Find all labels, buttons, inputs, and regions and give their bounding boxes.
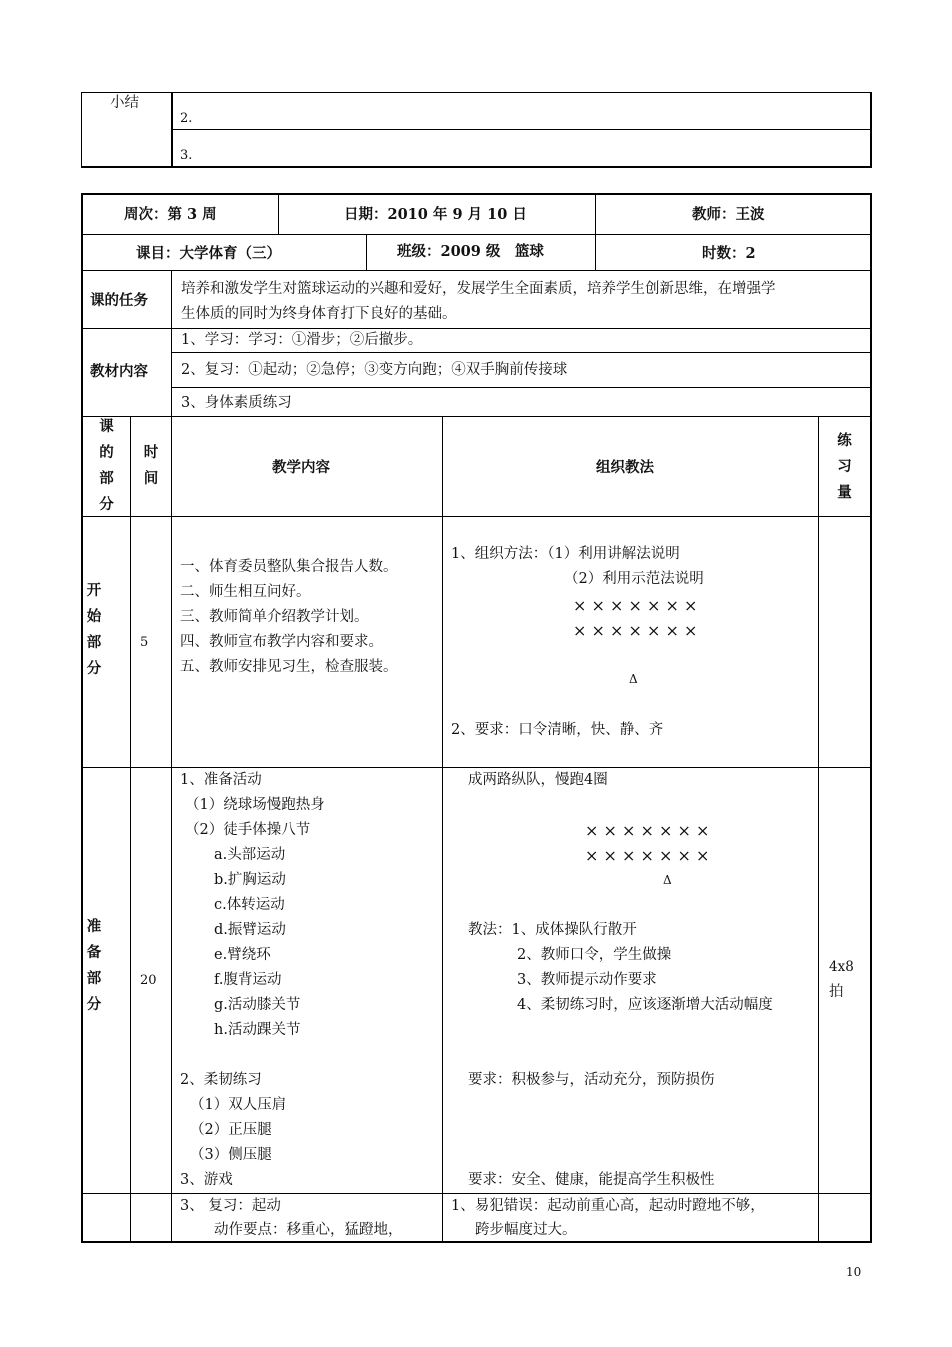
list-item: （1）双人压肩 — [190, 1097, 287, 1113]
list-item: 4、柔韧练习时，应该逐渐增大活动幅度 — [517, 997, 773, 1013]
list-item: （2）徒手体操八节 — [185, 822, 311, 838]
list-item: 要求：积极参与，活动充分，预防损伤 — [468, 1072, 715, 1088]
materials-item-3: 3、身体素质练习 — [181, 395, 292, 411]
amount-value: 4x8 — [829, 959, 854, 975]
teacher-marker: Δ — [663, 873, 672, 887]
list-item: 3、游戏 — [180, 1172, 233, 1188]
section-prep-time: 20 — [140, 973, 157, 988]
teacher-label: 教师：王波 — [692, 206, 765, 223]
list-item: 3、 复习：起动 — [180, 1198, 281, 1214]
list-item: 2、要求：口令清晰，快、静、齐 — [451, 722, 664, 738]
subject-label: 课目：大学体育（三） — [136, 245, 281, 262]
class-label: 班级：2009 级 篮球 — [397, 243, 544, 260]
column-method: 组织教法 — [596, 459, 654, 476]
list-item: 二、师生相互问好。 — [180, 584, 311, 600]
column-time: 时 间 — [143, 444, 159, 487]
section-prep-part: 准 备 部 分 — [86, 918, 102, 1013]
list-item: h.活动踝关节 — [214, 1022, 301, 1038]
column-amount: 练 习 量 — [837, 432, 852, 501]
list-item: 跨步幅度过大。 — [475, 1222, 577, 1238]
teacher-marker: Δ — [629, 672, 638, 686]
list-item: f.腹背运动 — [214, 972, 282, 988]
list-item: d.振臂运动 — [214, 922, 286, 938]
list-item: 五、教师安排见习生，检查服装。 — [180, 659, 398, 675]
list-item: 要求：安全、健康，能提高学生积极性 — [468, 1172, 715, 1188]
section-start-part: 开 始 部 分 — [86, 582, 102, 677]
page-number: 10 — [846, 1265, 862, 1279]
week-label: 周次：第 3 周 — [124, 206, 217, 223]
date-label: 日期：2010 年 9 月 10 日 — [344, 206, 527, 223]
amount-unit: 拍 — [829, 984, 844, 1000]
formation-row: × × × × × × × — [573, 596, 698, 615]
list-item: 成两路纵队，慢跑4圈 — [468, 772, 608, 788]
summary-line-3: 3. — [180, 148, 193, 163]
task-line-2: 生体质的同时为终身体育打下良好的基础。 — [181, 306, 457, 322]
formation-row: × × × × × × × — [585, 821, 710, 840]
list-item: （2）利用示范法说明 — [564, 571, 704, 587]
list-item: a.头部运动 — [214, 847, 286, 863]
list-item: （2）正压腿 — [190, 1122, 272, 1138]
list-item: 1、易犯错误：起动前重心高，起动时蹬地不够， — [451, 1198, 765, 1214]
list-item: 三、教师简单介绍教学计划。 — [180, 609, 369, 625]
formation-row: × × × × × × × — [585, 846, 710, 865]
list-item: e.臂绕环 — [214, 947, 271, 963]
list-item: （3）侧压腿 — [190, 1147, 272, 1163]
task-label: 课的任务 — [90, 292, 148, 309]
list-item: c.体转运动 — [214, 897, 285, 913]
column-part: 课 的 部 分 — [99, 418, 114, 513]
list-item: 动作要点：移重心，猛蹬地， — [214, 1222, 403, 1238]
list-item: g.活动膝关节 — [214, 997, 301, 1013]
column-content: 教学内容 — [272, 459, 330, 476]
list-item: 3、教师提示动作要求 — [517, 972, 657, 988]
materials-label: 教材内容 — [90, 363, 148, 380]
hours-label: 时数：2 — [702, 245, 756, 262]
section-start-time: 5 — [140, 635, 149, 650]
list-item: 1、准备活动 — [180, 772, 262, 788]
list-item: 教法：1、成体操队行散开 — [468, 922, 637, 938]
list-item: 2、柔韧练习 — [180, 1072, 262, 1088]
formation-row: × × × × × × × — [573, 621, 698, 640]
list-item: 四、教师宣布教学内容和要求。 — [180, 634, 383, 650]
list-item: 2、教师口令，学生做操 — [517, 947, 672, 963]
list-item: （1）绕球场慢跑热身 — [185, 797, 325, 813]
task-line-1: 培养和激发学生对篮球运动的兴趣和爱好，发展学生全面素质，培养学生创新思维，在增强学 — [181, 281, 776, 297]
summary-label: 小结 — [110, 95, 139, 111]
list-item: 一、体育委员整队集合报告人数。 — [180, 559, 398, 575]
materials-item-1: 1、学习：学习：①滑步；②后撤步。 — [181, 332, 423, 348]
materials-item-2: 2、复习：①起动；②急停；③变方向跑；④双手胸前传接球 — [181, 362, 568, 378]
list-item: b.扩胸运动 — [214, 872, 286, 888]
list-item: 1、组织方法：（1）利用讲解法说明 — [451, 546, 680, 562]
summary-line-2: 2. — [180, 111, 193, 126]
